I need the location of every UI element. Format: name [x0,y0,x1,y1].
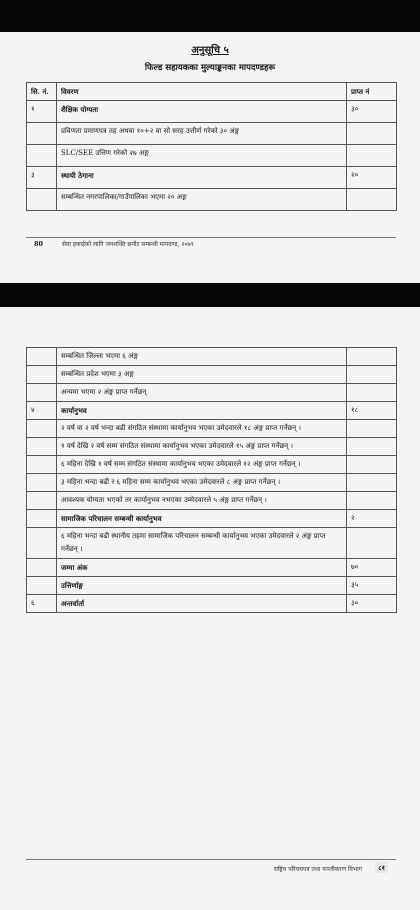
row-marks: ३५ [347,577,397,595]
criteria-table-page1 [26,82,397,211]
row-description: जम्मा अंक [57,559,347,577]
row-marks [347,456,397,474]
row-description: प्रविणता प्रमाणपत्र तह अथवा १०+२ वा सो सरह उत्तीर्ण गरेको ३० अंङ्ग [57,123,347,145]
table-row [27,492,397,510]
row-description: सम्बन्धित प्रदेश भएमा ३ अङ्ग [57,366,347,384]
row-marks [347,189,397,211]
row-description: सम्बन्धित जिल्ला भएमा ६ अंङ्ग [57,348,347,366]
table-row [27,366,397,384]
header-description: विवरण [57,83,347,101]
row-marks [347,145,397,167]
top-black-bar [0,0,420,32]
row-marks [347,492,397,510]
row-description: सम्बन्धित नगरपालिका/गाउँपालिका भएमा २० अङ्ग [57,189,347,211]
row-description: आवश्यक योग्यता भएको तर कार्यानुभव नभएका उम्मेदवारले ५ अंङ्ग प्राप्त गर्नेछन् । [57,492,347,510]
row-description: अन्तर्वार्ता [57,595,347,613]
header-marks: प्राप्त नं [347,83,397,101]
row-description: १ वर्ष देखि २ वर्ष सम्म संगठित संस्थामा कार्यानुभव भएका उमेदवारले १५ अंङ्ग प्राप्त गर्नेछन् । [57,438,347,456]
row-description: ६ महिना देखि १ वर्ष सम्म संगठित संस्थामा कार्यानुभव भएका उमेदवारले १२ अंङ्ग प्राप्त गर्नेछन् । [57,456,347,474]
table-row [27,474,397,492]
table-row [27,559,397,577]
row-marks [347,348,397,366]
row-sn: ६ [27,595,57,613]
footer-document-title: सेवा इकाईको लागि जनशक्ति छनौट सम्बन्धी मापदण्ड, २०७९ [62,241,194,248]
row-description: ३ महिना भन्दा बढी र ६ महिना सम्म कार्यानुभव भएका उमेदवारले ८ अंङ्ग प्राप्त गर्नेछन् । [57,474,347,492]
row-sn [27,474,57,492]
row-sn [27,577,57,595]
table-row [27,384,397,402]
footer-page-number: 80 [34,240,44,248]
row-sn [27,528,57,559]
table-row [27,456,397,474]
document-page-2 [0,307,420,910]
document-page-1 [0,32,420,283]
row-sn [27,384,57,402]
row-description: शैक्षिक योग्यता [57,101,347,123]
row-sn: १ [27,101,57,123]
table-row [27,145,397,167]
table-row [27,402,397,420]
row-description: स्थायी ठेगाना [57,167,347,189]
row-sn [27,456,57,474]
annex-title: अनुसूचि ५ [191,45,229,56]
table-row [27,348,397,366]
row-sn [27,420,57,438]
row-marks: १८ [347,402,397,420]
row-description: सामाजिक परिचालन सम्बन्धी कार्यानुभव [57,510,347,528]
row-marks [347,438,397,456]
row-description: ६ महिना भन्दा बढी स्थानीय तहमा सामाजिक परिचालन सम्बन्धी कार्यानुभव भएका उमेदवारले २ अंङ्ग प्राप्त गर्नेछन् । [57,528,347,559]
row-marks [347,366,397,384]
row-description: उत्तिर्णाङ्ग [57,577,347,595]
row-marks: ३० [347,101,397,123]
table-row [27,189,397,211]
row-marks: ३० [347,595,397,613]
table-subtitle: फिल्ड सहायकका मुल्याङ्कनका मापदण्डहरू [144,63,276,73]
footer-department: राष्ट्रिय परिचयपत्र तथा पञ्जीकरण विभाग [273,866,362,873]
row-sn: ३ [27,167,57,189]
row-sn [27,123,57,145]
table-header-row [27,83,397,101]
table-row [27,420,397,438]
row-sn [27,145,57,167]
row-marks [347,528,397,559]
row-marks [347,384,397,402]
header-sn: सि. नं. [27,83,57,101]
row-marks [347,123,397,145]
footer-rule [26,859,396,860]
row-sn [27,438,57,456]
row-marks: ७० [347,559,397,577]
row-sn: ४ [27,402,57,420]
row-sn [27,559,57,577]
row-marks: २० [347,167,397,189]
row-marks [347,474,397,492]
row-sn [27,366,57,384]
table-row [27,167,397,189]
table-row [27,528,397,559]
footer-page-number: ८१ [375,862,388,873]
row-description: २ वर्ष वा २ वर्ष भन्दा बढी संगठित संस्थामा कार्यानुभव भएका उमेदवारले १८ अंङ्ग प्राप्त गर्नेछन् । [57,420,347,438]
table-row [27,101,397,123]
table-row [27,510,397,528]
table-row [27,123,397,145]
row-description: अन्यमा भएमा २ अंङ्ग प्राप्त गर्नेछन् [57,384,347,402]
table-row [27,595,397,613]
row-description: कार्यानुभव [57,402,347,420]
table-row [27,577,397,595]
criteria-table-page2 [26,347,397,613]
footer-rule [26,237,396,238]
row-sn [27,510,57,528]
table-row [27,438,397,456]
row-description: SLC/SEE उत्तिण गरेको २७ अङ्ग [57,145,347,167]
row-sn [27,348,57,366]
row-sn [27,189,57,211]
page-separator-bar [0,283,420,307]
row-marks [347,420,397,438]
row-sn [27,492,57,510]
row-marks: २ [347,510,397,528]
